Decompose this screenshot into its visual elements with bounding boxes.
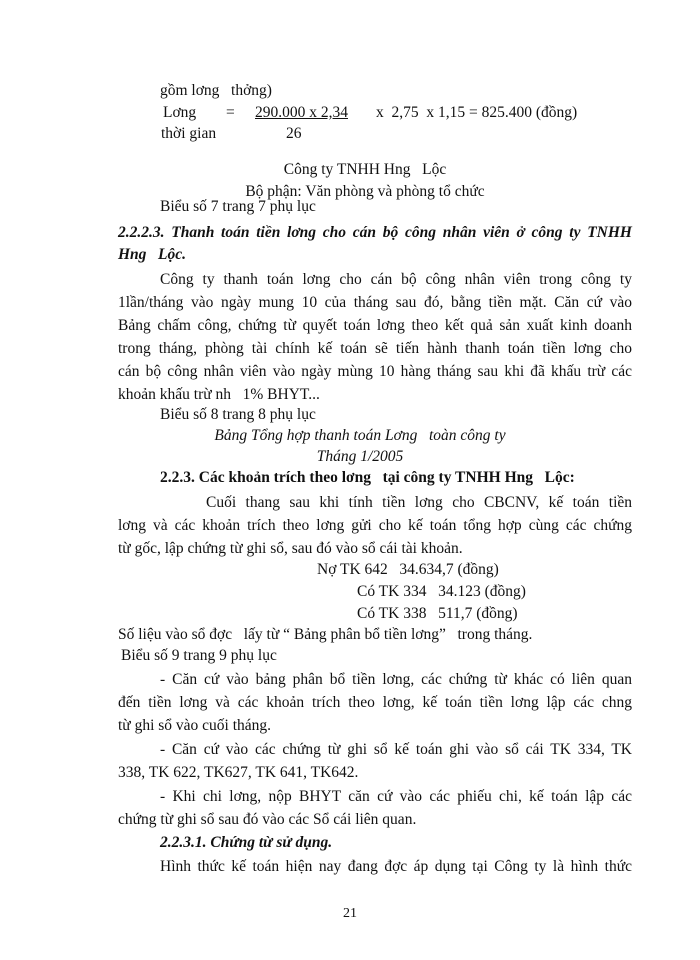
bullet-line: - Căn cứ vào bảng phân bổ tiền lơng, các chứng từ khác có liên quan xyxy=(160,671,632,688)
appendix-8: Biểu số 8 trang 8 phụ lục xyxy=(160,406,316,423)
table-month: Tháng 1/2005 xyxy=(316,448,404,465)
bullet-line: - Khi chi lơng, nộp BHYT căn cứ vào các phiếu chi, kế toán lập các xyxy=(160,788,632,805)
section-223-heading: 2.2.3. Các khoản trích theo lơng tại công ty TNHH Hng Lộc: xyxy=(160,469,575,486)
page-number: 21 xyxy=(343,906,357,921)
bullet-line: - Căn cứ vào các chứng từ ghi sổ kế toán ghi vào sổ cái TK 334, TK xyxy=(160,741,632,758)
section-223-para-line: lơng và các khoản trích theo lơng gửi cho kế toán tổng hợp cùng các chứng xyxy=(118,517,632,534)
section-2223-para-line: khoản khấu trừ nh 1% BHYT... xyxy=(118,386,320,403)
section-2223-para-line: 1lần/tháng vào ngày mung 10 của tháng sau đó, bằng tiền mặt. Căn cứ vào xyxy=(118,294,632,311)
formula-label-top: Lơng xyxy=(163,104,197,121)
formula-intro: gồm lơng thởng) xyxy=(160,82,272,99)
formula-multiplier: x 2,75 x 1,15 = 825.400 (đồng) xyxy=(376,104,578,121)
section-2223-para-line: cán bộ công nhân viên vào ngày mùng 10 hàng tháng sau khi đã khấu trừ các xyxy=(118,363,632,380)
section-22231-para: Hình thức kế toán hiện nay đang đợc áp dụng tại Công ty là hình thức xyxy=(160,858,632,875)
section-2223-para-line: Bảng chấm công, chứng từ quyết toán lơng theo kết quả sản xuất kinh doanh xyxy=(118,317,632,334)
section-2223-heading: 2.2.2.3. Thanh toán tiền lơng cho cán bộ công nhân viên ở công ty TNHH xyxy=(118,224,632,241)
journal-entry-credit: Có TK 334 34.123 (đồng) xyxy=(357,583,526,600)
data-source-note: Số liệu vào sổ đợc lấy từ “ Bảng phân bổ tiền lơng” trong tháng. xyxy=(118,626,533,643)
section-223-para-line: Cuối thang sau khi tính tiền lơng cho CBCNV, kế toán tiền xyxy=(206,494,632,511)
table-title: Bảng Tổng hợp thanh toán Lơng toàn công ty xyxy=(214,427,506,444)
section-2223-heading-cont: Hng Lộc. xyxy=(118,246,187,263)
section-2223-para-line: Công ty thanh toán lơng cho cán bộ công nhân viên trong công ty xyxy=(160,271,632,288)
section-2223-para-line: trong tháng, phòng tài chính kế toán sẽ tiến hành thanh toán tiền lơng cho xyxy=(118,340,632,357)
appendix-7: Biểu số 7 trang 7 phụ lục xyxy=(160,198,316,215)
formula-label-bottom: thời gian xyxy=(161,125,217,142)
formula-denominator: 26 xyxy=(286,125,302,142)
appendix-9: Biểu số 9 trang 9 phụ lục xyxy=(121,647,277,664)
journal-entry-debit: Nợ TK 642 34.634,7 (đồng) xyxy=(317,561,499,578)
section-223-para-line: từ gốc, lập chứng từ ghi sổ, sau đó vào sổ cái tài khoản. xyxy=(118,540,463,557)
section-22231-heading: 2.2.3.1. Chứng từ sử dụng. xyxy=(160,834,333,851)
formula-numerator: 290.000 x 2,34 xyxy=(255,104,348,121)
bullet-line: đến tiền lơng và các khoản trích theo lơng, kế toán tiền lơng lập các chng xyxy=(118,694,632,711)
bullet-line: 338, TK 622, TK627, TK 641, TK642. xyxy=(118,764,359,781)
formula-equals: = xyxy=(226,104,235,121)
journal-entry-credit: Có TK 338 511,7 (đồng) xyxy=(357,605,518,622)
bullet-line: chứng từ ghi sổ sau đó vào các Sổ cái liên quan. xyxy=(118,811,417,828)
company-name: Công ty TNHH Hng Lộc xyxy=(283,161,447,178)
bullet-line: từ ghi sổ vào cuối tháng. xyxy=(118,717,272,734)
company-department: Bộ phận: Văn phòng và phòng tổ chức xyxy=(245,183,485,200)
